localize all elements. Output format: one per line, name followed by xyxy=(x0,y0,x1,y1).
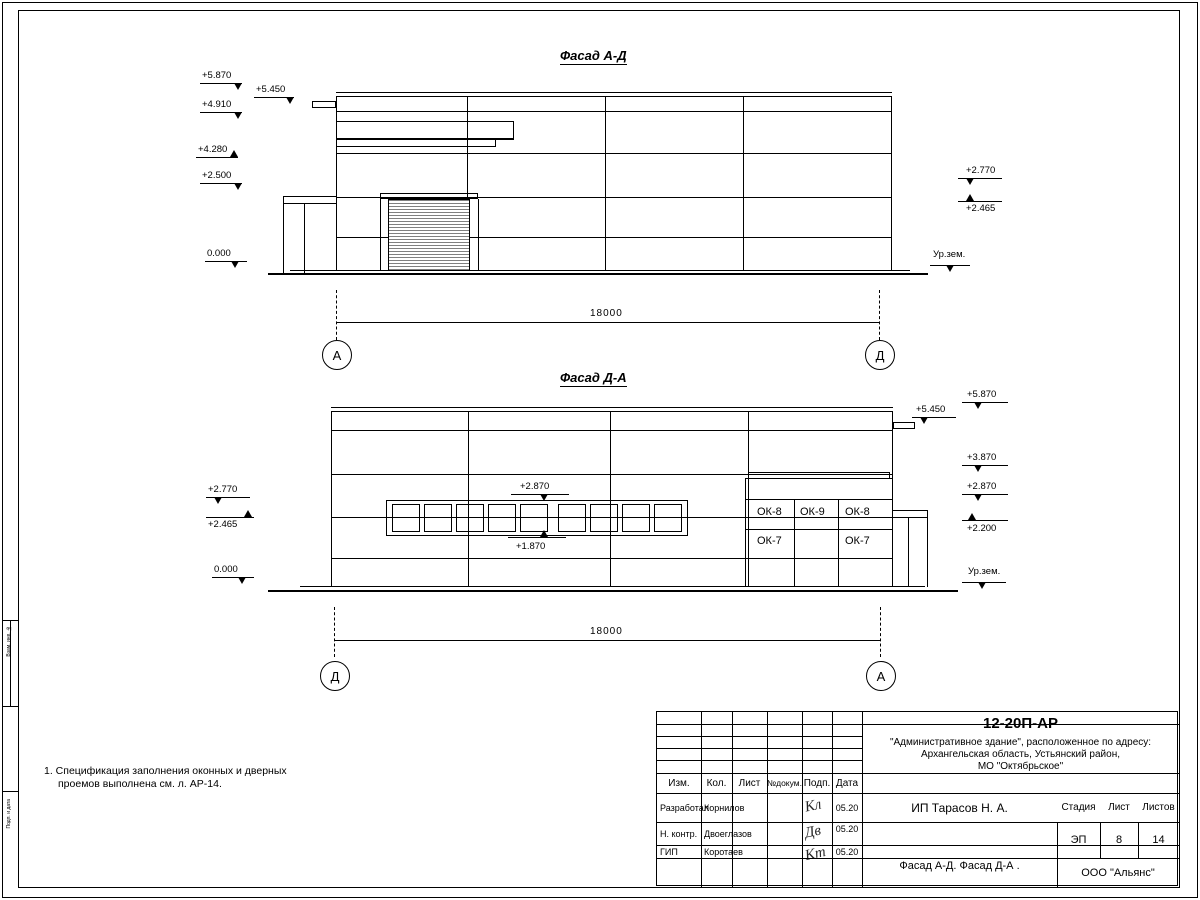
f1-door-jamb-right xyxy=(478,199,479,271)
f2-level-0000: 0.000 xyxy=(214,564,238,575)
tb-customer: ИП Тарасов Н. А. xyxy=(911,800,1008,815)
f2-leanto-top2 xyxy=(893,517,927,518)
f2-window-pane xyxy=(622,504,650,532)
f1-leanto-left xyxy=(283,196,284,273)
tb-name-3: Коротаев xyxy=(704,846,743,857)
f1-roof-stub xyxy=(312,101,336,108)
f2-window-pane xyxy=(590,504,618,532)
f2-window-pane xyxy=(456,504,484,532)
f1-roof-edge xyxy=(336,92,892,93)
tb-signature-2: Дв xyxy=(803,822,823,842)
f1-dim-line xyxy=(336,322,879,323)
tb-sheets-value: 14 xyxy=(1152,834,1165,846)
f1-axis-line-D xyxy=(879,290,880,340)
tb-sheet-value: 8 xyxy=(1115,834,1123,846)
tb-date-1: 05.20 xyxy=(835,802,859,813)
f2-window-pane xyxy=(424,504,452,532)
f2-level-1870-c: +1.870 xyxy=(516,541,546,552)
f1-level-5450: +5.450 xyxy=(256,84,286,95)
window-tag-ok7-right: ОК-7 xyxy=(845,535,870,547)
f1-level-5870: +5.870 xyxy=(202,70,232,81)
tb-col-podp: Подп. xyxy=(803,777,831,789)
f1-level-2465: +2.465 xyxy=(966,203,996,214)
f1-rolling-door xyxy=(388,199,470,271)
tb-doc-code: 12-20П-АР xyxy=(983,714,1058,732)
left-margin-strip xyxy=(2,620,18,897)
f2-entrance-h1 xyxy=(745,499,893,500)
tb-col-kol: Кол. xyxy=(706,777,727,789)
tb-object-1: "Административное здание", расположенное по адресу: xyxy=(889,737,1152,748)
f1-leanto-top2 xyxy=(283,203,336,204)
tb-sheet-title: Фасад А-Д. Фасад Д-А . xyxy=(899,860,1020,872)
f2-roof-edge xyxy=(331,407,893,408)
f2-ground-line xyxy=(268,590,958,592)
f1-door-header xyxy=(380,193,478,199)
f2-leanto-right xyxy=(927,510,928,587)
tb-date-3: 05.20 xyxy=(835,846,859,857)
f2-entrance-header xyxy=(748,472,890,479)
title-block xyxy=(656,711,1178,886)
f1-leanto-top xyxy=(283,196,336,197)
f2-window-pane xyxy=(488,504,516,532)
f2-axis-marker-A: А xyxy=(866,661,896,691)
tb-object-2: Архангельская область, Устьянский район, xyxy=(920,749,1121,760)
f2-window-pane xyxy=(520,504,548,532)
tb-company: ООО "Альянс" xyxy=(1081,866,1155,879)
tb-sheets-header: Листов xyxy=(1142,802,1175,813)
window-tag-ok7-left: ОК-7 xyxy=(757,535,782,547)
f1-axis-line-A xyxy=(336,290,337,340)
window-tag-ok9: ОК-9 xyxy=(800,506,825,518)
f1-door-jamb-left xyxy=(380,199,381,271)
f1-canopy-fascia xyxy=(336,139,496,147)
f2-leanto-top xyxy=(893,510,927,511)
strip-text-1: Взам. инв. № xyxy=(6,625,12,657)
f2-entrance-block xyxy=(745,478,893,587)
f2-axis-line-D xyxy=(334,607,335,657)
f2-entrance-v2 xyxy=(838,499,839,587)
f2-level-5450: +5.450 xyxy=(916,404,946,415)
tb-sheet-header: Лист xyxy=(1108,802,1130,813)
tb-role-2: Н. контр. xyxy=(660,828,698,839)
f2-level-2770: +2.770 xyxy=(208,484,238,495)
f2-level-2870-c: +2.870 xyxy=(520,481,550,492)
f2-window-pane xyxy=(558,504,586,532)
note-line-1: 1. Спецификация заполнения оконных и дверных xyxy=(44,765,287,777)
f2-entrance-v1 xyxy=(794,499,795,587)
f2-level-3870: +3.870 xyxy=(967,452,997,463)
window-tag-ok8-right: ОК-8 xyxy=(845,506,870,518)
f2-axis-marker-D: Д xyxy=(320,661,350,691)
f1-ground-label: Ур.зем. xyxy=(933,249,966,260)
tb-role-1: Разработал xyxy=(660,802,709,813)
f1-axis-marker-A: А xyxy=(322,340,352,370)
f2-leanto-post xyxy=(908,517,909,587)
tb-col-data: Дата xyxy=(835,777,859,789)
f1-level-2500: +2.500 xyxy=(202,170,232,181)
f2-window-pane xyxy=(654,504,682,532)
window-tag-ok8-left: ОК-8 xyxy=(757,506,782,518)
tb-stage-header: Стадия xyxy=(1061,802,1096,813)
f2-entrance-h2 xyxy=(745,529,893,530)
f1-leanto-post xyxy=(304,203,305,273)
f2-window-pane xyxy=(392,504,420,532)
facade1-title: Фасад А-Д xyxy=(560,48,627,63)
f2-level-2200: +2.200 xyxy=(967,523,997,534)
f2-dim-line xyxy=(334,640,880,641)
tb-name-2: Двоеглазов xyxy=(704,828,752,839)
tb-col-docnum: №докум. xyxy=(767,778,802,788)
f2-entrance-h3 xyxy=(745,558,893,559)
f1-level-4280: +4.280 xyxy=(198,144,228,155)
f2-ground-label: Ур.зем. xyxy=(968,566,1001,577)
tb-object-3: МО "Октябрьское" xyxy=(977,761,1064,772)
tb-signature-3: Кт xyxy=(803,844,828,864)
tb-name-1: Корнилов xyxy=(704,802,745,813)
f1-level-2770: +2.770 xyxy=(966,165,996,176)
f1-axis-marker-D: Д xyxy=(865,340,895,370)
f1-dim-label: 18000 xyxy=(590,308,623,319)
f1-level-4910: +4.910 xyxy=(202,99,232,110)
f2-level-2870: +2.870 xyxy=(967,481,997,492)
f2-level-2465: +2.465 xyxy=(208,519,238,530)
tb-col-list: Лист xyxy=(738,777,761,789)
f2-dim-label: 18000 xyxy=(590,626,623,637)
f2-level-5870: +5.870 xyxy=(967,389,997,400)
f2-axis-line-A xyxy=(880,607,881,657)
f1-level-0000: 0.000 xyxy=(207,248,231,259)
tb-role-3: ГИП xyxy=(660,846,678,857)
strip-text-2: Подп. и дата xyxy=(6,799,12,829)
f2-roof-stub xyxy=(893,422,915,429)
tb-signature-1: Кл xyxy=(803,796,823,816)
facade2-title: Фасад Д-А xyxy=(560,370,627,385)
tb-stage-value: ЭП xyxy=(1070,834,1087,846)
tb-date-2: 05.20 xyxy=(835,824,859,834)
note-line-2: проемов выполнена см. л. АР-14. xyxy=(58,778,222,790)
tb-col-izm: Изм. xyxy=(668,777,690,789)
f1-canopy xyxy=(336,121,514,139)
f1-ground-line xyxy=(268,273,928,275)
